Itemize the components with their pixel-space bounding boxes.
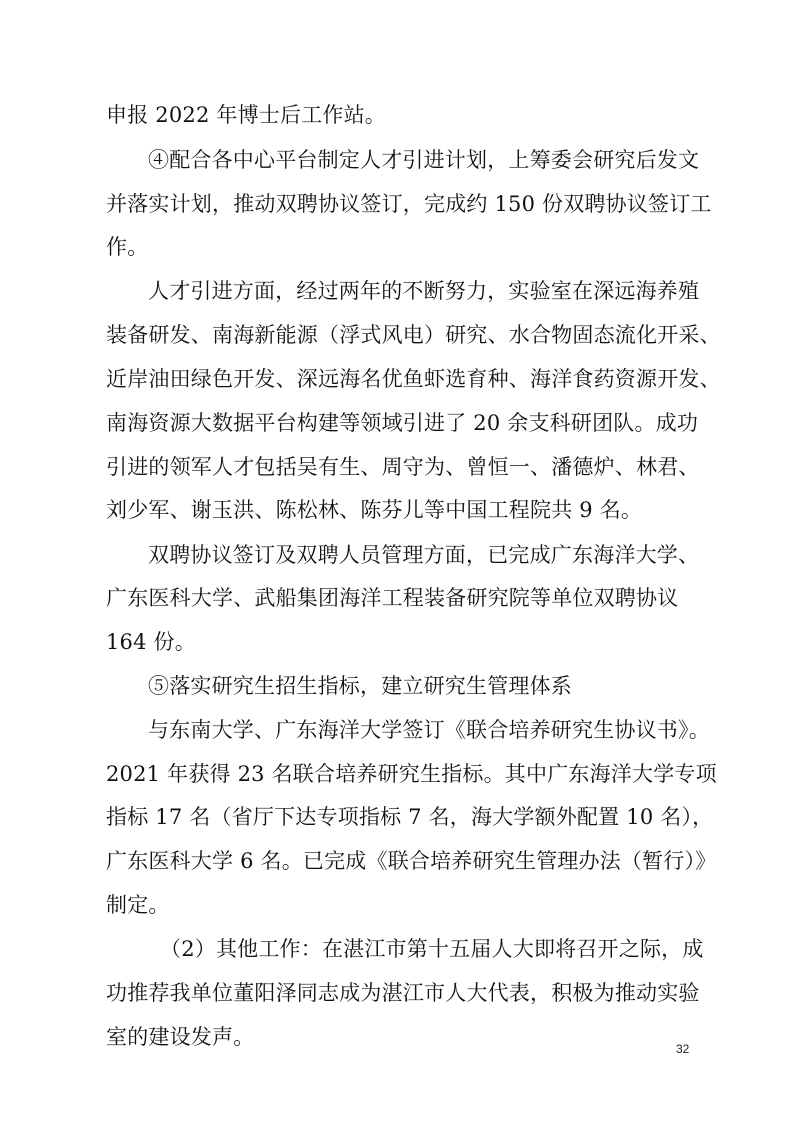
text-line: 功推荐我单位董阳泽同志成为湛江市人大代表，积极为推动实验 xyxy=(106,981,700,1005)
text-line: 人才引进方面，经过两年的不断努力，实验室在深远海养殖 xyxy=(148,279,700,303)
text-line: 刘少军、谢玉洪、陈松林、陈芬儿等中国工程院共 9 名。 xyxy=(106,498,643,522)
text-line: 引进的领军人才包括吴有生、周守为、曾恒一、潘德炉、林君、 xyxy=(106,455,700,479)
text-line: （2）其他工作：在湛江市第十五届人大即将召开之际，成 xyxy=(160,937,704,961)
text-line: 双聘协议签订及双聘人员管理方面，已完成广东海洋大学、 xyxy=(148,543,700,567)
text-line: 与东南大学、广东海洋大学签订《联合培养研究生协议书》。 xyxy=(148,718,710,742)
text-line: 指标 17 名（省厅下达专项指标 7 名，海大学额外配置 10 名）， xyxy=(106,805,714,829)
text-line: 并落实计划，推动双聘协议签订，完成约 150 份双聘协议签订工 xyxy=(106,192,712,216)
text-line: ④配合各中心平台制定人才引进计划，上筹委会研究后发文 xyxy=(148,148,700,172)
text-line: 近岸油田绿色开发、深远海名优鱼虾选育种、海洋食药资源开发、 xyxy=(106,367,721,391)
text-line: 2021 年获得 23 名联合培养研究生指标。其中广东海洋大学专项 xyxy=(106,762,717,786)
text-line: 装备研发、南海新能源（浮式风电）研究、水合物固态流化开采、 xyxy=(106,323,721,347)
text-line: 室的建设发声。 xyxy=(106,1025,255,1049)
page-number: 32 xyxy=(676,1042,690,1056)
text-line: 南海资源大数据平台构建等领域引进了 20 余支科研团队。成功 xyxy=(106,411,699,435)
text-line: 申报 2022 年博士后工作站。 xyxy=(106,103,386,127)
text-line: 164 份。 xyxy=(106,630,196,654)
text-line: 制定。 xyxy=(106,893,170,917)
text-line: 作。 xyxy=(106,235,149,259)
text-line: 广东医科大学 6 名。已完成《联合培养研究生管理办法（暂行）》 xyxy=(106,849,717,873)
text-line: ⑤落实研究生招生指标，建立研究生管理体系 xyxy=(148,674,572,698)
text-line: 广东医科大学、武船集团海洋工程装备研究院等单位双聘协议 xyxy=(106,586,679,610)
